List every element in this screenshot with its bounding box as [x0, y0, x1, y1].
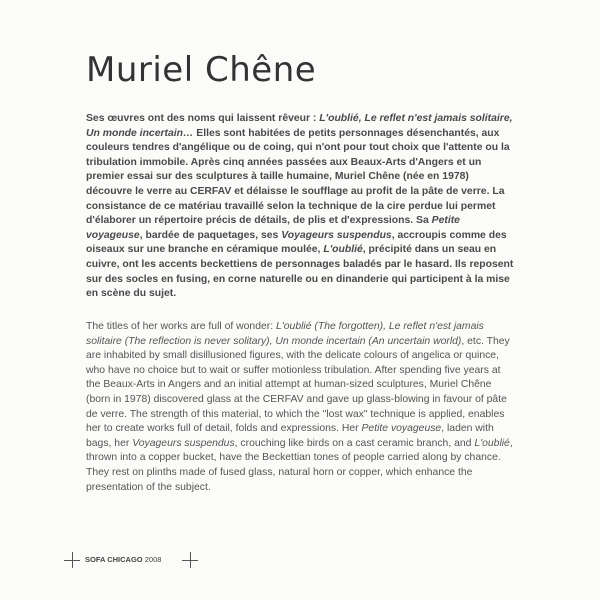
footer-year: 2008 [144, 555, 162, 564]
english-work-title-petite-voyageuse: Petite voyageuse [361, 423, 442, 435]
french-text-4: , accroupis comme des oiseaux sur une branche en céramique moulée, [86, 229, 507, 256]
french-text-3: , bardée de paquetages, ses [139, 229, 282, 241]
english-paragraph [86, 320, 516, 495]
english-text-5: , thrown into a copper bucket, have the Beckettian tones of people carried along by chance. They rest on plinths made of fused glass, natural horn or copper, which enhance the presentation of the subject. [86, 437, 513, 493]
english-text-2: , etc. They are inhabited by small disillusioned figures, with the delicate colours of angelica or quince, who have no choice but to wait or suffer motionless tribulation. After spending five years at the Beaux-Arts in Angers and an initial attempt at human-sized sculptures, Muriel Chêne (born in 1978) discovered glass at the CERFAV and gave up glass-blowing in favour of pâte de verre. The strength of this material, to which the "lost wax" technique is applied, enables her to create works full of detail, folds and expressions. Her [86, 335, 510, 435]
page-footer [64, 545, 204, 575]
crosshair-right-icon [182, 552, 198, 568]
footer-label [85, 555, 161, 565]
french-text-5: , précipité dans un seau en cuivre, ont les accents beckettiens de personnages baladés par le hasard. Ils reposent sur des socles en fusing, en corne naturelle ou en dinanderie qui participent à la mise en scène du sujet. [86, 244, 514, 300]
french-work-title-petite-voyageuse: Petite voyageuse [86, 215, 460, 241]
english-work-title-loublie: L'oublié [474, 437, 510, 449]
french-work-title-loublie: L'oublié [323, 244, 363, 256]
french-work-title-voyageurs-suspendus: Voyageurs suspendus [281, 229, 392, 241]
english-text-4: , crouching like birds on a cast ceramic branch, and [234, 437, 475, 449]
french-paragraph [86, 112, 516, 302]
english-work-titles: L'oublié (The forgotten), Le reflet n'est jamais solitaire (The reflection is never solitary), Un monde incertain (An uncertain world) [86, 321, 484, 347]
english-text-3: , laden with bags, her [86, 423, 494, 449]
artist-name-title: Muriel Chêne [86, 50, 317, 90]
french-work-titles: L'oublié, Le reflet n'est jamais solitaire, Un monde incertain… [86, 113, 513, 139]
french-text-1: Ses œuvres ont des noms qui laissent rêveur : [86, 113, 320, 124]
english-work-title-voyageurs-suspendus: Voyageurs suspendus [132, 437, 235, 449]
crosshair-left-icon [64, 552, 80, 568]
english-text-1: The titles of her works are full of wonder: [86, 321, 276, 332]
french-text-2: Elles sont habitées de petits personnages désenchantés, aux couleurs tendres d'angélique ou de coing, qui n'ont pour tout choix que l'attente ou la tribulation immobile. Après cinq années passées aux Beaux-Arts d'Angers et un premier essai sur des sculptures à taille humaine, Muriel Chêne (née en 1978) découvre le verre au CERFAV et délaisse le soufflage au profit de la pâte de verre. La consistance de ce matériau travaillé selon la technique de la cire perdue lui permet d'élaborer un répertoire précis de détails, de plis et d'expressions. Sa [86, 127, 510, 227]
footer-brand: SOFA CHICAGO [85, 555, 143, 564]
